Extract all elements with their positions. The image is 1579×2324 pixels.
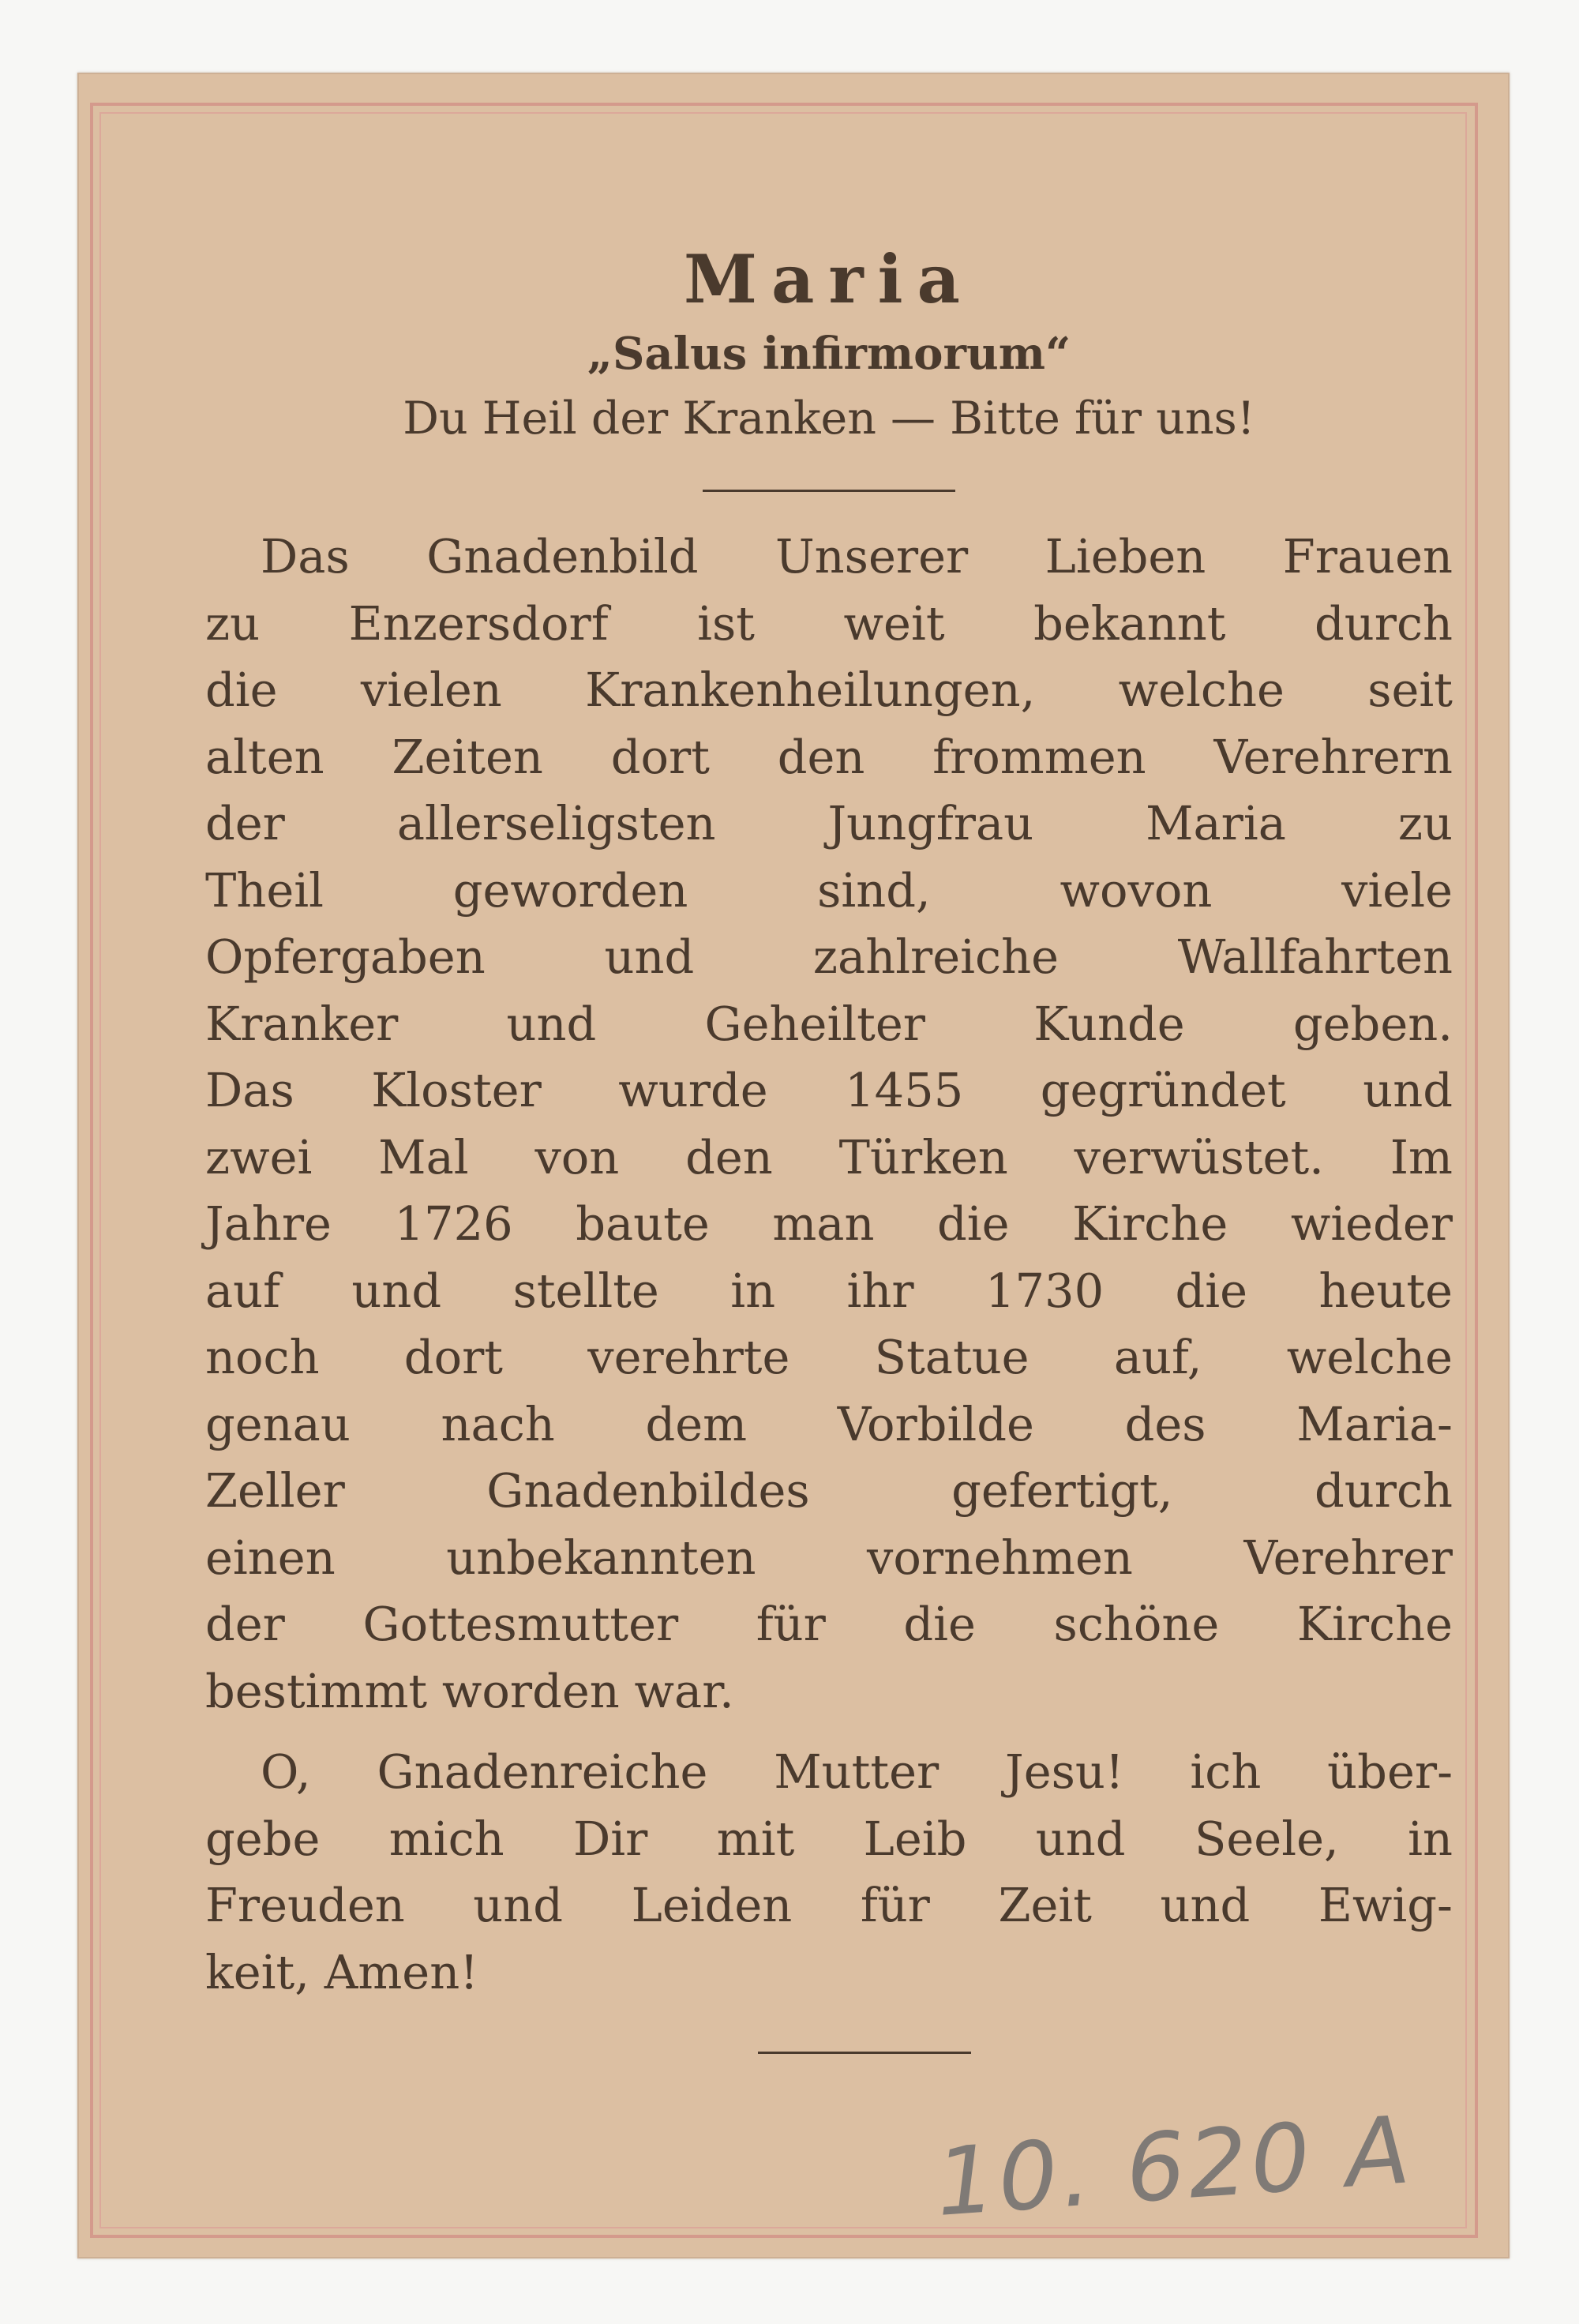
text-line: Zeller Gnadenbildes gefertigt, durch [205,1463,1453,1518]
text-line: alten Zeiten dort den frommen Verehrern [205,729,1453,784]
card-invocation: Du Heil der Kranken — Bitte für uns! [403,392,1255,445]
prayer-card [77,73,1510,2258]
text-line: der allerseligsten Jungfrau Maria zu [205,796,1453,850]
card-title: Maria [683,240,974,318]
text-line: zwei Mal von den Türken verwüstet. Im [205,1129,1453,1185]
card-subtitle: „Salus infirmorum“ [587,328,1071,380]
text-line: zu Enzersdorf ist weit bekannt durch [205,595,1453,651]
text-line: gebe mich Dir mit Leib und Seele, in [205,1811,1453,1866]
text-line: Das Kloster wurde 1455 gegründet und [205,1063,1453,1117]
bottom-divider [758,2052,971,2054]
text-line: Das Gnadenbild Unserer Lieben Frauen [261,529,1453,584]
text-line: Kranker und Geheilter Kunde geben. [205,996,1453,1051]
text-line: Theil geworden sind, wovon viele [205,862,1453,918]
text-line: noch dort verehrte Statue auf, welche [205,1330,1453,1384]
text-line: bestimmt worden war. [205,1663,734,1718]
text-line: die vielen Krankenheilungen, welche seit [205,663,1453,717]
text-line: auf und stellte in ihr 1730 die heute [205,1263,1453,1318]
text-line: genau nach dem Vorbilde des Maria- [205,1396,1453,1451]
text-line: Freuden und Leiden für Zeit und Ewig- [205,1878,1453,1932]
text-line: O, Gnadenreiche Mutter Jesu! ich über- [261,1744,1453,1799]
prayer-paragraph [205,1739,1453,2006]
text-line: Opfergaben und zahlreiche Wallfahrten [205,929,1453,984]
text-line: Jahre 1726 baute man die Kirche wieder [205,1196,1453,1251]
text-line: keit, Amen! [205,1944,478,1999]
history-paragraph [205,524,1453,1725]
top-divider [703,490,955,492]
handwritten-archive-number: 10. 620 A [932,2095,1416,2237]
text-line: der Gottesmutter für die schöne Kirche [205,1597,1453,1651]
text-line: einen unbekannten vornehmen Verehrer [205,1530,1453,1585]
card-content [205,240,1453,2054]
